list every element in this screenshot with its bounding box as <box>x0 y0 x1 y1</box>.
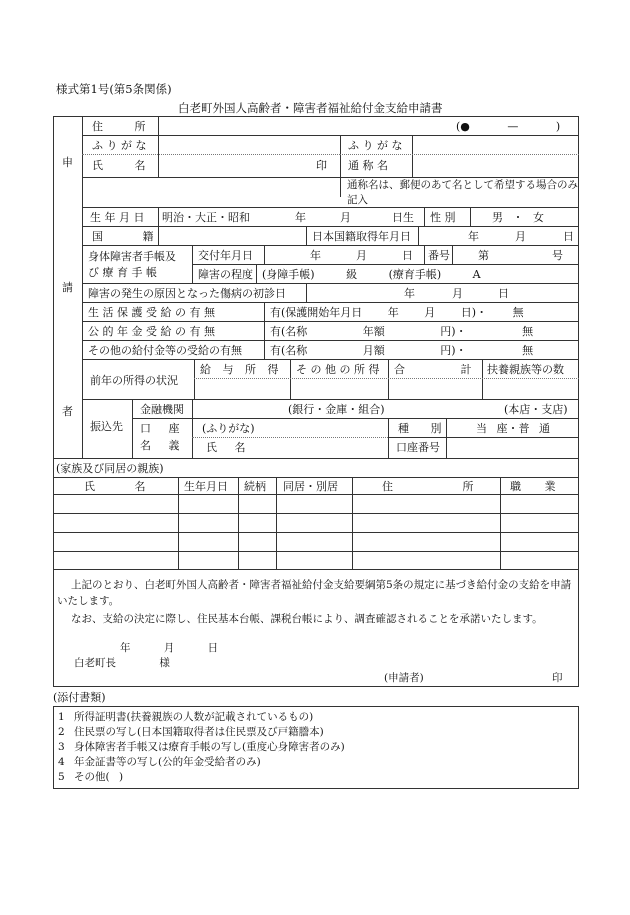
attachment-item-3: 3 身体障害者手帳又は療育手帳の写し(重度心身障害者のみ) <box>58 741 345 753</box>
pension-label: 公 的 年 金 受 給 の 有 無 <box>88 325 215 338</box>
attachment-item-1: 1 所得証明書(扶養親族の人数が記載されているもの) <box>58 711 314 723</box>
family-section-label: (家族及び同居の親族) <box>56 462 164 475</box>
first-visit-label: 障害の発生の原因となった傷病の初診日 <box>88 287 286 300</box>
acquire-year: 年 <box>468 230 479 243</box>
account-kind-value[interactable]: 当 座・普 通 <box>476 422 550 435</box>
name-seal: 印 <box>316 159 327 172</box>
family-col-birth: 生年月日 <box>184 480 228 493</box>
branch-value: (本店・支店) <box>504 403 568 416</box>
attachment-item-4: 4 年金証書等の写し(公的年金受給者のみ) <box>58 756 261 768</box>
alias-furigana-label: ふ り が な <box>348 139 403 152</box>
handbook-label-1: 身体障害者手帳及 <box>88 250 176 263</box>
form-number: 様式第1号(第5条関係) <box>56 82 172 96</box>
acquire-day: 日 <box>563 230 574 243</box>
birth-era: 明治・大正・昭和 <box>162 211 250 224</box>
income-label: 前年の所得の状況 <box>90 374 178 387</box>
first-visit-year: 年 <box>404 287 415 300</box>
sex-label: 性 別 <box>430 211 456 224</box>
alias-note: 通称名は、郵便のあて名として希望する場合のみ記入 <box>347 179 578 206</box>
income-total: 合 計 <box>394 363 472 376</box>
institution-label: 金融機関 <box>140 403 184 416</box>
declaration-addressee: 白老町長 様 <box>74 657 170 669</box>
issue-day: 日 <box>402 249 413 262</box>
number-go: 号 <box>552 249 563 262</box>
holder-label: 名 義 <box>140 439 180 452</box>
attachment-item-2: 2 住民票の写し(日本国籍取得者は住民票及び戸籍謄本) <box>58 726 324 738</box>
side-label-shin: 申 <box>62 156 73 169</box>
declaration-para1: 上記のとおり、白老町外国人高齢者・障害者福祉給付金支給要綱第5条の規定に基づき給付金の支給を申請いたします。 <box>57 579 572 607</box>
first-visit-month: 月 <box>452 287 463 300</box>
family-col-name: 氏 名 <box>84 480 146 493</box>
birth-label: 生 年 月 日 <box>90 211 145 224</box>
number-label: 番号 <box>428 249 450 262</box>
declaration-para2: なお、支給の決定に際し、住民基本台帳、課税台帳により、調査確認されることを承諾いたします。 <box>71 613 543 625</box>
family-col-relation: 続柄 <box>244 480 266 493</box>
form-title: 白老町外国人高齢者・障害者福祉給付金支給申請書 <box>178 101 443 115</box>
acquire-date-label: 日本国籍取得年月日 <box>312 230 411 243</box>
other-benefit-label: その他の給付金等の受給の有無 <box>88 344 242 357</box>
side-label-sei: 請 <box>62 281 73 294</box>
sex-options[interactable]: 男 ・ 女 <box>492 211 544 224</box>
income-dependents: 扶養親族等の数 <box>487 363 564 376</box>
account-number-label: 口座番号 <box>396 441 440 454</box>
number-dai: 第 <box>478 249 489 262</box>
acquire-month: 月 <box>515 230 526 243</box>
declaration-seal: 印 <box>552 672 563 684</box>
attachment-item-5 <box>58 772 123 783</box>
degree-label: 障害の程度 <box>198 268 253 281</box>
attachments-label: (添付書類) <box>53 691 106 704</box>
handbook-label-2: び 療 育 手 帳 <box>88 266 157 279</box>
family-col-residence: 同居・別居 <box>283 480 338 493</box>
alias-label: 通 称 名 <box>348 159 388 172</box>
holder-name: 氏 名 <box>206 441 246 454</box>
family-col-job: 職 業 <box>510 480 556 493</box>
name-label: 氏 名 <box>92 159 146 172</box>
pension-value[interactable]: 有(名称 年額 円)・ 無 <box>270 325 534 338</box>
phone-field[interactable]: (● — ) <box>456 120 561 133</box>
degree-value: (身障手帳) 級 (療育手帳) A <box>262 268 481 281</box>
birth-month: 月 <box>340 211 351 224</box>
other-benefit-value[interactable]: 有(名称 月額 円)・ 無 <box>270 344 534 357</box>
birth-year: 年 <box>295 211 306 224</box>
birth-day: 日生 <box>392 211 414 224</box>
issue-month: 月 <box>356 249 367 262</box>
declaration-applicant: (申請者) <box>384 672 424 684</box>
attachment-item-5-text: 5 その他( ) <box>58 771 124 783</box>
holder-furigana: (ふりがな) <box>202 422 255 435</box>
institution-value: (銀行・金庫・組合) <box>288 403 385 416</box>
side-label-sha: 者 <box>62 405 73 418</box>
income-other: そ の 他 の 所 得 <box>296 363 380 376</box>
account-kind-label: 種 別 <box>398 422 442 435</box>
income-salary: 給 与 所 得 <box>200 363 279 376</box>
account-label: 口 座 <box>140 422 180 435</box>
nationality-label: 国 籍 <box>92 230 154 243</box>
welfare-value[interactable]: 有(保護開始年月日 年 月 日)・ 無 <box>270 306 524 319</box>
transfer-label: 振込先 <box>90 420 123 433</box>
first-visit-day: 日 <box>498 287 509 300</box>
furigana-label: ふ り が な <box>92 139 147 152</box>
declaration-date: 年 月 日 <box>120 642 219 654</box>
family-col-address: 住 所 <box>382 480 474 493</box>
issue-date-label: 交付年月日 <box>198 249 253 262</box>
welfare-label: 生 活 保 護 受 給 の 有 無 <box>88 306 215 319</box>
address-label: 住 所 <box>92 120 146 133</box>
issue-year: 年 <box>310 249 321 262</box>
